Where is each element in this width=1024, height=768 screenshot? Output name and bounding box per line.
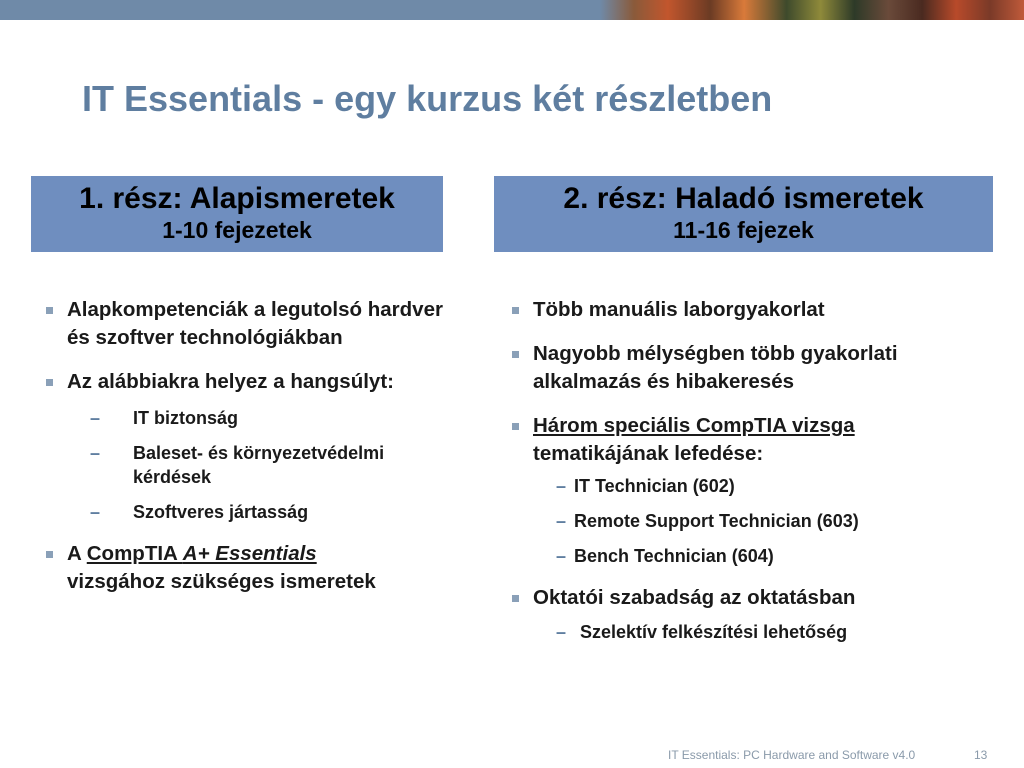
comptia-link-text[interactable]: CompTIA [86,542,183,565]
sub-item-text: Bench Technician (604) [574,546,774,566]
part2-header-title: 2. rész: Haladó ismeretek [563,182,924,215]
sub-list-item [510,474,1010,498]
dash-icon: – [556,546,567,566]
comptia-link-italic[interactable]: A+ Essentials [182,542,317,565]
part2-list [510,296,1010,655]
part1-header [31,176,443,252]
bullet-square-icon [46,307,53,314]
bullet-square-icon [512,595,519,602]
list-item [44,540,464,596]
comptia-exam-link[interactable]: Három speciális CompTIA vizsga [533,414,855,437]
dash-icon: – [556,622,567,642]
bullet-text: Nagyobb mélységben több gyakorlati alkalmazás és hibakeresés [533,342,898,393]
bullet-text: Az alábbiakra helyez a hangsúlyt: [67,370,394,393]
part1-header-subtitle: 1-10 fejezetek [162,217,312,243]
sub-list-item [44,500,464,524]
photo-strip-image [600,0,1024,20]
bullet-text-suffix: vizsgához szükséges ismeretek [67,570,376,593]
dash-icon: – [556,511,567,531]
bullet-square-icon [512,351,519,358]
bullet-square-icon [512,423,519,430]
sub-item-text: Baleset- és környezetvédelmi kérdések [133,443,385,487]
dash-icon: – [556,476,567,496]
footer-course-name: IT Essentials: PC Hardware and Software v4.0 [668,748,916,762]
sub-item-text: Szelektív felkészítési lehetőség [580,622,848,642]
comptia-link[interactable] [87,542,317,565]
dash-icon: – [90,408,101,428]
slide-title: IT Essentials - egy kurzus két részletben [82,78,773,119]
part1-header-title: 1. rész: Alapismeretek [79,182,395,215]
list-item [510,584,1010,612]
page-number: 13 [974,748,988,762]
sub-list-item [510,620,1010,644]
sub-item-text: IT biztonság [133,408,238,428]
bullet-text: Több manuális laborgyakorlat [533,298,825,321]
bullet-square-icon [46,551,53,558]
list-item [510,340,1010,396]
bullet-text: Oktatói szabadság az oktatásban [533,586,856,609]
sub-list-item [44,406,464,430]
bullet-square-icon [512,307,519,314]
bullet-square-icon [46,379,53,386]
sub-item-text: IT Technician (602) [574,476,735,496]
part2-header [494,176,993,252]
part1-list [44,296,464,612]
sub-item-text: Szoftveres jártasság [133,502,309,522]
sub-list-item [510,509,1010,533]
bullet-text: tematikájának lefedése: [533,442,764,465]
sub-list-item [44,441,464,489]
dash-icon: – [90,443,101,463]
list-item [510,296,1010,324]
bullet-text: Alapkompetenciák a legutolsó hardver és szoftver technológiákban [67,298,443,349]
sub-item-text: Remote Support Technician (603) [574,511,859,531]
list-item [44,296,464,352]
bullet-text-prefix: A [67,542,87,565]
list-item [510,412,1010,468]
part2-header-subtitle: 11-16 fejezek [673,217,814,243]
list-item [44,368,464,396]
sub-list-item [510,544,1010,568]
dash-icon: – [90,502,101,522]
